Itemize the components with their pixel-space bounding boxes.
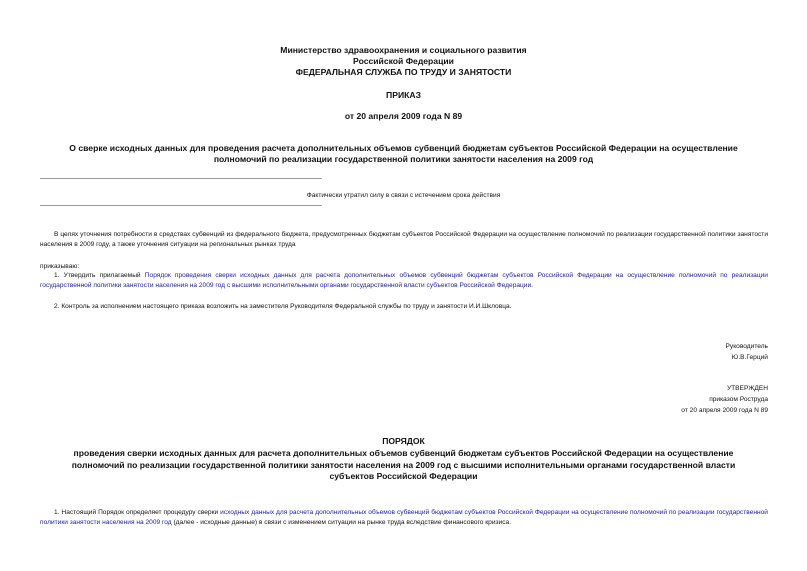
- preamble-paragraph: В целях уточнения потребности в средствах субвенций из федерального бюджета, предусмотренных бюджетам субъектов Российской Федерации на осуществление полномочий по реализации государственной политики занятости населения в 2009 году, а также уточнения ситуации на региональных рынках труда: [40, 231, 768, 248]
- procedure-subtitle-line1: проведения сверки исходных данных для расчета дополнительных объемов субвенций бюджетам субъектов Российской Федерации на осуществление: [73, 448, 734, 458]
- item-2-paragraph: 2. Контроль за исполнением настоящего приказа возложить на заместителя Руководителя Федеральной службы по труду и занятости И.И.Шкловца.: [54, 303, 512, 310]
- divider-top: [40, 178, 322, 179]
- country-name: Российской Федерации: [353, 56, 454, 66]
- source-data-link[interactable]: исходных данных для расчета дополнительных объемов субвенций бюджетам субъектов Российской Федерации на осуществление полномочий по реализации государственной политики занятости населения на 2009 год: [40, 509, 768, 526]
- procedure-p1-prefix: 1. Настоящий Порядок определяет процедуру сверки: [54, 509, 221, 516]
- document-type: ПРИКАЗ: [386, 90, 421, 100]
- procedure-subtitle-line3: субъектов Российской Федерации: [329, 471, 478, 481]
- order-word: приказываю:: [40, 263, 80, 270]
- order-title-line2: полномочий по реализации государственной политики занятости населения на 2009 год: [213, 154, 594, 164]
- signature-name: Ю.В.Герций: [731, 354, 768, 361]
- item-1-paragraph: [40, 271, 768, 291]
- signature-position: Руководитель: [725, 343, 768, 350]
- procedure-p1-suffix: (далее - исходные данные) в связи с изменением ситуации на рынке труда вследствие финансового кризиса.: [171, 519, 512, 526]
- approval-date: от 20 апреля 2009 года N 89: [681, 407, 768, 414]
- status-note: Фактически утратил силу в связи с истечением срока действия: [306, 192, 501, 199]
- procedure-link[interactable]: Порядок проведения сверки исходных данных для расчета дополнительных объемов субвенций бюджетам субъектов Российской Федерации на осуществление полномочий по реализации государственной политики занятости населения на 2009 год с высшими исполнительными органами государственной власти субъектов Российской Федерации: [40, 272, 768, 289]
- order-date-number: от 20 апреля 2009 года N 89: [344, 111, 463, 121]
- procedure-subtitle-line2: полномочий по реализации государственной политики занятости населения на 2009 год с высшими исполнительными органами государственной власти: [71, 460, 736, 470]
- service-name: ФЕДЕРАЛЬНАЯ СЛУЖБА ПО ТРУДУ И ЗАНЯТОСТИ: [295, 67, 512, 77]
- approval-by: приказом Роструда: [709, 396, 768, 403]
- procedure-paragraph-1: [40, 508, 768, 528]
- item-1-suffix: .: [531, 282, 534, 289]
- divider-bottom: [40, 205, 322, 206]
- order-title-line1: О сверке исходных данных для проведения расчета дополнительных объемов субвенций бюджетам субъектов Российской Федерации на осуществление: [69, 143, 738, 153]
- procedure-heading: ПОРЯДОК: [382, 436, 425, 446]
- item-1-prefix: 1. Утвердить прилагаемый: [54, 272, 145, 279]
- approval-label: УТВЕРЖДЕН: [726, 385, 768, 392]
- ministry-name: Министерство здравоохранения и социального развития: [280, 45, 527, 55]
